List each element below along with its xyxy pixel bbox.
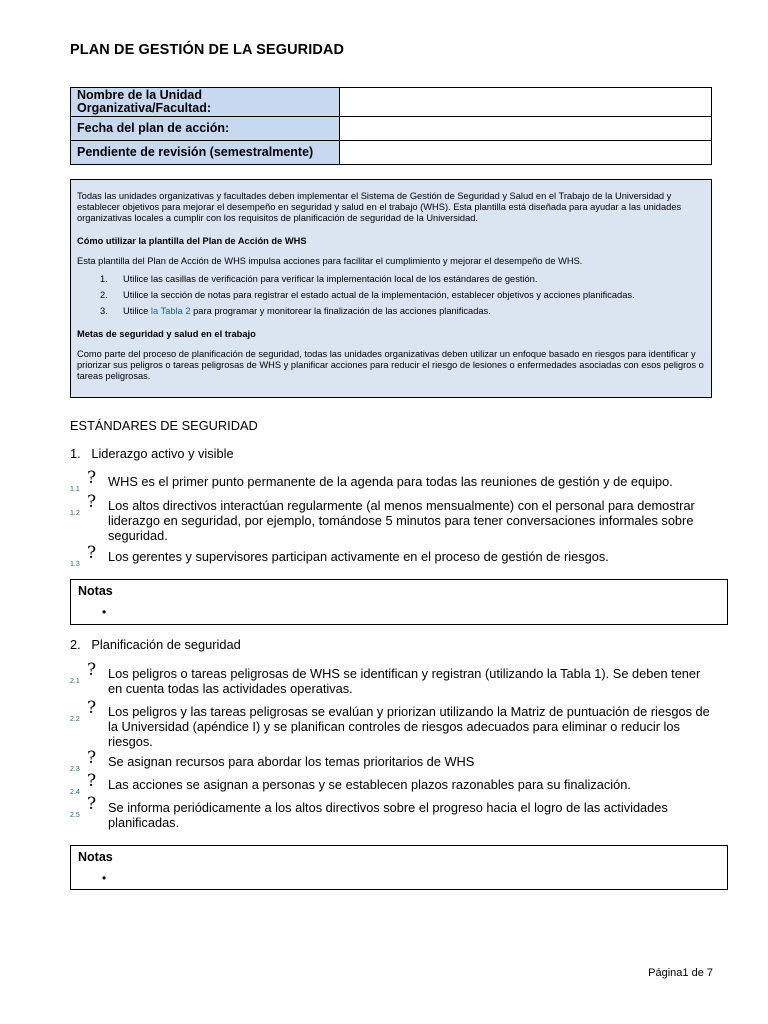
intro-paragraph: Todas las unidades organizativas y facultades deben implementar el Sistema de Gestión de Seguridad y Salud en el Trabajo de la Universidad y establecer objetivos para mejorar el desempeño en seguridad y salud en el trabajo (WHS). Esta plantilla está diseñada para ayudar a las unidades organizativas locales a cumplir con los requisitos de planificación de seguridad de la Universidad. xyxy=(77,191,682,223)
list-item: 1. Utilice las casillas de verificación para verificar la implementación local de los estándares de gestión. xyxy=(100,274,538,284)
item-text: Los altos directivos interactúan regularmente (al menos mensualmente) con el personal para demostrar liderazgo en seguridad, por ejemplo, tomándose 5 minutos para tener conversaciones informales sobre seguridad. xyxy=(108,498,695,543)
page-number: Página1 de 7 xyxy=(648,967,713,979)
checklist-item xyxy=(70,492,710,546)
how-to-heading: Cómo utilizar la plantilla del Plan de Acción de WHS xyxy=(77,236,307,246)
goals-heading: Metas de seguridad y salud en el trabajo xyxy=(77,329,256,339)
item-number: 2.2 xyxy=(70,716,80,723)
review-pending-label: Pendiente de revisión (semestralmente) xyxy=(71,141,340,165)
intro-box xyxy=(70,179,712,398)
checklist-item xyxy=(70,660,710,698)
how-to-steps xyxy=(77,274,705,317)
item-number: 1.3 xyxy=(70,561,80,568)
checklist-item xyxy=(70,698,710,752)
checklist-item xyxy=(70,771,710,796)
section-1-heading: 1. Liderazgo activo y visible xyxy=(70,446,234,461)
checklist-item xyxy=(70,794,710,832)
item-number: 1.2 xyxy=(70,510,80,517)
unit-name-label: Nombre de la Unidad Organizativa/Facultad: xyxy=(71,88,340,117)
notes-box-2[interactable] xyxy=(70,845,728,890)
review-pending-field[interactable] xyxy=(340,141,712,165)
checkbox-icon[interactable]: ? xyxy=(87,698,97,718)
item-number: 2.1 xyxy=(70,678,80,685)
notes-label: Notas xyxy=(78,584,113,598)
item-text: Los gerentes y supervisores participan activamente en el proceso de gestión de riesgos. xyxy=(108,549,609,564)
item-number: 2.4 xyxy=(70,789,80,796)
checklist-item xyxy=(70,468,710,493)
checkbox-icon[interactable]: ? xyxy=(87,468,97,488)
item-text: Los peligros o tareas peligrosas de WHS se identifican y registran (utilizando la Tabla 1). Se deben tener en cuenta todas las actividades operativas. xyxy=(108,666,701,696)
unit-name-field[interactable] xyxy=(340,88,712,117)
notes-box-1[interactable] xyxy=(70,579,728,625)
goals-text: Como parte del proceso de planificación de seguridad, todas las unidades organizativas deben utilizar un enfoque basado en riesgos para identificar y priorizar sus peligros o tareas peligrosas de WHS y planificar acciones para reducir el riesgo de lesiones o enfermedades asociadas con esos peligros o tareas peligrosas. xyxy=(77,349,704,381)
checkbox-icon[interactable]: ? xyxy=(87,771,97,791)
checklist-item xyxy=(70,543,710,568)
how-to-text: Esta plantilla del Plan de Acción de WHS impulsa acciones para facilitar el cumplimiento y mejorar el desempeño de WHS. xyxy=(77,256,583,266)
list-item: 2. Utilice la sección de notas para registrar el estado actual de la implementación, establecer objetivos y acciones planificadas. xyxy=(100,290,635,300)
standards-heading: ESTÁNDARES DE SEGURIDAD xyxy=(70,418,258,433)
item-text: Las acciones se asignan a personas y se establecen plazos razonables para su finalización. xyxy=(108,777,631,792)
list-item: 3. Utilice la Tabla 2 para programar y monitorear la finalización de las acciones planificadas. xyxy=(100,306,491,316)
action-plan-date-label: Fecha del plan de acción: xyxy=(71,117,340,141)
page-title: PLAN DE GESTIÓN DE LA SEGURIDAD xyxy=(70,42,345,58)
notes-bullet: • xyxy=(102,605,107,619)
section-2-heading: 2. Planificación de seguridad xyxy=(70,637,241,652)
checklist-item xyxy=(70,748,710,773)
table-2-link[interactable]: la Tabla 2 xyxy=(150,306,191,316)
action-plan-date-field[interactable] xyxy=(340,117,712,141)
checkbox-icon[interactable]: ? xyxy=(87,660,97,680)
checkbox-icon[interactable]: ? xyxy=(87,543,97,563)
checkbox-icon[interactable]: ? xyxy=(87,492,97,512)
item-text: Se asignan recursos para abordar los temas prioritarios de WHS xyxy=(108,754,475,769)
checkbox-icon[interactable]: ? xyxy=(87,794,97,814)
item-number: 2.3 xyxy=(70,766,80,773)
item-number: 1.1 xyxy=(70,486,80,493)
item-text: WHS es el primer punto permanente de la agenda para todas las reuniones de gestión y de equipo. xyxy=(108,474,673,489)
notes-bullet: • xyxy=(102,871,107,885)
checkbox-icon[interactable]: ? xyxy=(87,748,97,768)
item-text: Los peligros y las tareas peligrosas se evalúan y priorizan utilizando la Matriz de puntuación de riesgos de la Universidad (apéndice I) y se planifican controles de riesgos adecuados para eliminar o reducir los riesgos. xyxy=(108,704,710,749)
item-number: 2.5 xyxy=(70,812,80,819)
notes-label: Notas xyxy=(78,850,113,864)
item-text: Se informa periódicamente a los altos directivos sobre el progreso hacia el logro de las actividades planificadas. xyxy=(108,800,668,830)
unit-info-table xyxy=(70,87,712,165)
